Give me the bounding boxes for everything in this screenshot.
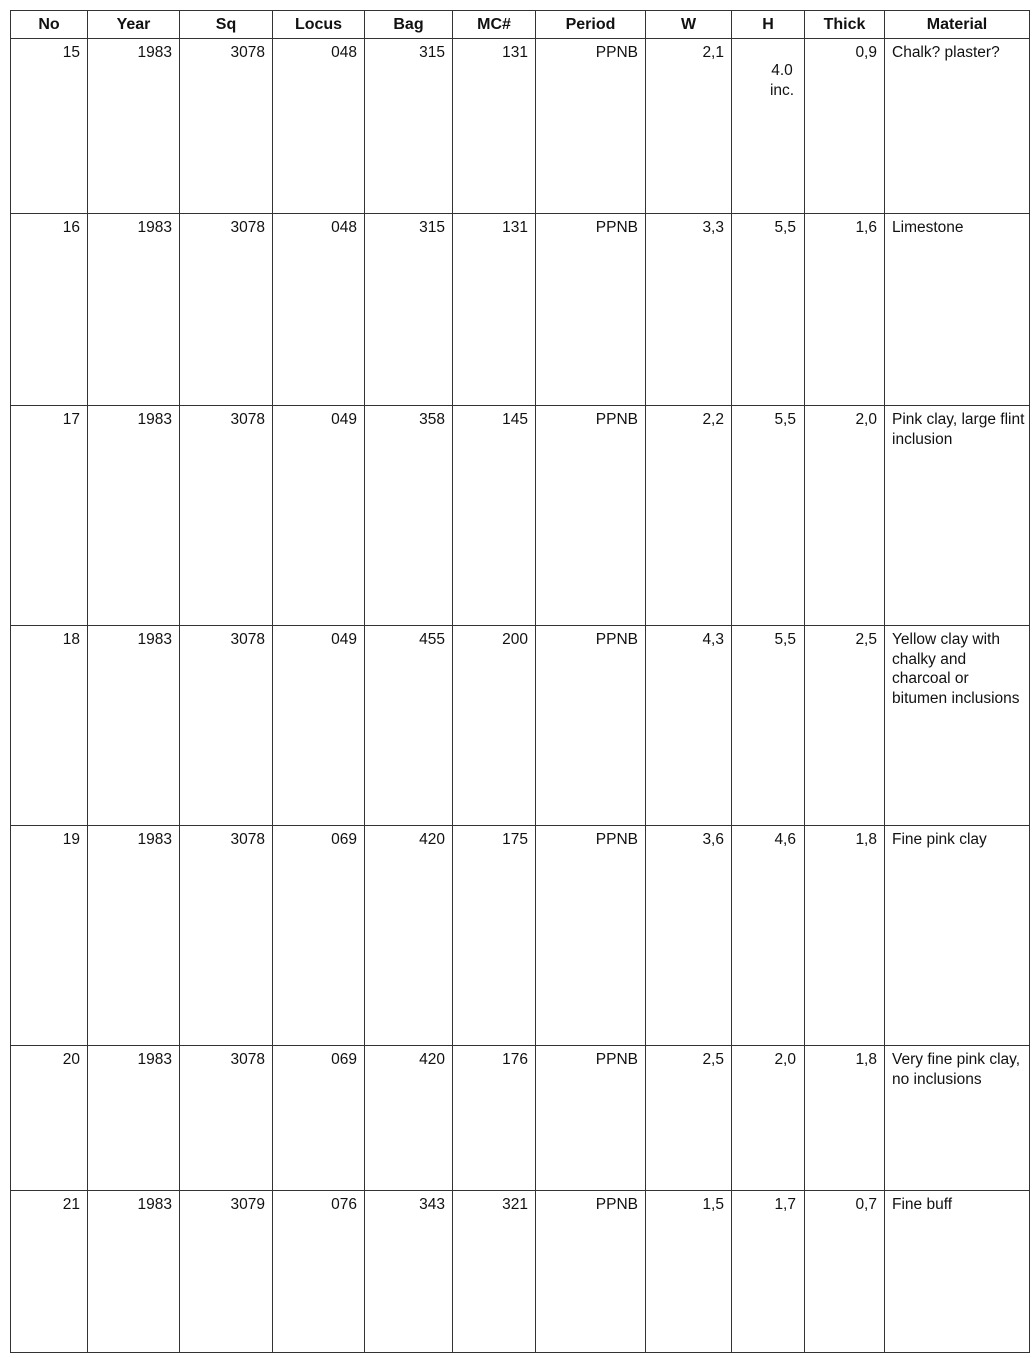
cell-bag: 358 <box>365 406 453 626</box>
cell-sq: 3078 <box>180 826 273 1046</box>
cell-mc: 176 <box>453 1046 536 1191</box>
cell-mc: 175 <box>453 826 536 1046</box>
cell-bag: 315 <box>365 214 453 406</box>
cell-thick: 0,7 <box>805 1191 885 1353</box>
finds-table <box>10 10 1030 1353</box>
cell-material: Limestone <box>885 214 1030 406</box>
cell-locus: 069 <box>273 826 365 1046</box>
cell-h: 4,6 <box>732 826 805 1046</box>
cell-locus: 049 <box>273 626 365 826</box>
cell-period: PPNB <box>536 39 646 214</box>
cell-sq: 3078 <box>180 626 273 826</box>
cell-year: 1983 <box>88 39 180 214</box>
cell-w: 1,5 <box>646 1191 732 1353</box>
cell-h <box>732 39 805 214</box>
cell-thick: 2,5 <box>805 626 885 826</box>
cell-sq: 3078 <box>180 406 273 626</box>
table-row <box>11 1046 1030 1191</box>
cell-h: 5,5 <box>732 406 805 626</box>
cell-h: 1,7 <box>732 1191 805 1353</box>
cell-no: 17 <box>11 406 88 626</box>
cell-material: Very fine pink clay, no inclusions <box>885 1046 1030 1191</box>
cell-mc: 200 <box>453 626 536 826</box>
header-locus: Locus <box>273 11 365 39</box>
cell-w: 4,3 <box>646 626 732 826</box>
cell-period: PPNB <box>536 406 646 626</box>
table-row <box>11 1191 1030 1353</box>
cell-no: 15 <box>11 39 88 214</box>
cell-locus: 069 <box>273 1046 365 1191</box>
table-row <box>11 626 1030 826</box>
header-row <box>11 11 1030 39</box>
cell-period: PPNB <box>536 626 646 826</box>
table-row <box>11 39 1030 214</box>
cell-h: 5,5 <box>732 214 805 406</box>
cell-period: PPNB <box>536 826 646 1046</box>
header-year: Year <box>88 11 180 39</box>
cell-w: 3,3 <box>646 214 732 406</box>
cell-sq: 3078 <box>180 1046 273 1191</box>
cell-thick: 1,8 <box>805 1046 885 1191</box>
cell-locus: 049 <box>273 406 365 626</box>
cell-mc: 131 <box>453 39 536 214</box>
cell-thick: 2,0 <box>805 406 885 626</box>
cell-bag: 420 <box>365 826 453 1046</box>
cell-material: Chalk? plaster? <box>885 39 1030 214</box>
header-no: No <box>11 11 88 39</box>
h-note: inc. <box>769 82 795 99</box>
cell-thick: 0,9 <box>805 39 885 214</box>
cell-bag: 455 <box>365 626 453 826</box>
header-bag: Bag <box>365 11 453 39</box>
cell-sq: 3078 <box>180 214 273 406</box>
table-row <box>11 826 1030 1046</box>
cell-bag: 343 <box>365 1191 453 1353</box>
header-h: H <box>732 11 805 39</box>
cell-sq: 3078 <box>180 39 273 214</box>
cell-no: 21 <box>11 1191 88 1353</box>
cell-period: PPNB <box>536 214 646 406</box>
cell-locus: 048 <box>273 39 365 214</box>
cell-mc: 321 <box>453 1191 536 1353</box>
cell-bag: 315 <box>365 39 453 214</box>
cell-mc: 145 <box>453 406 536 626</box>
cell-mc: 131 <box>453 214 536 406</box>
header-thick: Thick <box>805 11 885 39</box>
cell-sq: 3079 <box>180 1191 273 1353</box>
cell-no: 19 <box>11 826 88 1046</box>
cell-bag: 420 <box>365 1046 453 1191</box>
header-w: W <box>646 11 732 39</box>
cell-locus: 076 <box>273 1191 365 1353</box>
cell-w: 2,1 <box>646 39 732 214</box>
header-sq: Sq <box>180 11 273 39</box>
cell-w: 2,2 <box>646 406 732 626</box>
cell-h: 2,0 <box>732 1046 805 1191</box>
table-row <box>11 214 1030 406</box>
cell-material: Fine pink clay <box>885 826 1030 1046</box>
cell-year: 1983 <box>88 626 180 826</box>
cell-year: 1983 <box>88 406 180 626</box>
cell-thick: 1,6 <box>805 214 885 406</box>
cell-period: PPNB <box>536 1046 646 1191</box>
cell-no: 20 <box>11 1046 88 1191</box>
cell-material: Yellow clay with chalky and charcoal or bitumen inclusions <box>885 626 1030 826</box>
table-row <box>11 406 1030 626</box>
cell-locus: 048 <box>273 214 365 406</box>
cell-h: 5,5 <box>732 626 805 826</box>
cell-material: Pink clay, large flint inclusion <box>885 406 1030 626</box>
cell-material: Fine buff <box>885 1191 1030 1353</box>
cell-year: 1983 <box>88 1046 180 1191</box>
cell-year: 1983 <box>88 1191 180 1353</box>
header-mc: MC# <box>453 11 536 39</box>
header-material: Material <box>885 11 1030 39</box>
cell-period: PPNB <box>536 1191 646 1353</box>
cell-thick: 1,8 <box>805 826 885 1046</box>
cell-no: 16 <box>11 214 88 406</box>
header-period: Period <box>536 11 646 39</box>
h-value: 4.0 <box>771 62 793 79</box>
cell-year: 1983 <box>88 826 180 1046</box>
cell-no: 18 <box>11 626 88 826</box>
cell-w: 2,5 <box>646 1046 732 1191</box>
cell-year: 1983 <box>88 214 180 406</box>
cell-w: 3,6 <box>646 826 732 1046</box>
